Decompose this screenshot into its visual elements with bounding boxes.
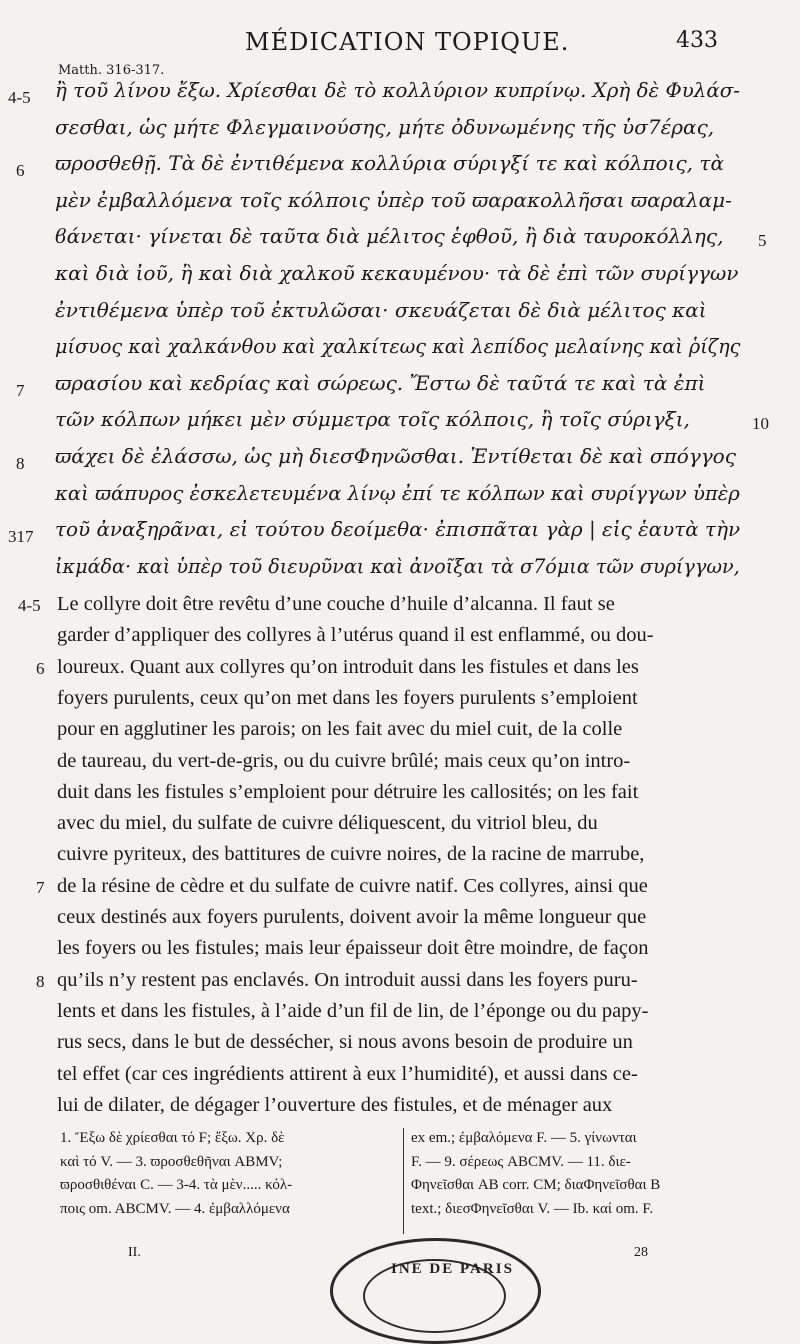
footnote-line: F. — 9. σέρεως ABCMV. — 11. διε- xyxy=(411,1153,631,1170)
library-stamp xyxy=(330,1238,541,1344)
signature-number: 28 xyxy=(634,1245,648,1260)
footnote-line: 1. Ἔξω δὲ χρίεσθαι τό F; ἔξω. Χρ. δὲ xyxy=(60,1130,285,1146)
greek-line: ϐάνεται· γίνεται δὲ ταῦτα διὰ μέλιτος ἑφθοῦ, ἢ διὰ ταυροκόλλης, xyxy=(55,224,724,249)
footnote-line: ex em.; ἐμβαλόμενα F. — 5. γίνωνται xyxy=(411,1130,637,1146)
footnote-line: Φηνεῖσθαι AB corr. CM; διαΦηνεῖσθαι B xyxy=(411,1177,661,1193)
greek-line: ϖρασίου καὶ κεδρίας καὶ σώρεως. Ἔστω δὲ ταῦτά τε καὶ τὰ ἐπὶ xyxy=(55,370,706,395)
french-line: Le collyre doit être revêtu d’une couche d’huile d’alcanna. Il faut se xyxy=(57,593,615,615)
french-line: de la résine de cèdre et du sulfate de cuivre natif. Ces collyres, ainsi que xyxy=(57,874,648,897)
french-line: avec du miel, du sulfate de cuivre déliquescent, du vitriol bleu, du xyxy=(57,812,598,835)
french-line: rus secs, dans le but de dessécher, si nous avons besoin de produire un xyxy=(57,1031,633,1054)
french-line: les foyers ou les fistules; mais leur épaisseur doit être moindre, de façon xyxy=(57,937,649,960)
french-line: cuivre pyriteux, des battitures de cuivre noires, de la racine de marrube, xyxy=(57,843,645,866)
greek-line: τοῦ ἀναξηρᾶναι, εἰ τούτου δεοίμεθα· ἐπισπᾶται γὰρ | εἰς ἑαυτὰ τὴν xyxy=(55,517,741,542)
line-number-left: 6 xyxy=(36,658,45,678)
greek-line: καὶ ϖάπυρος ἐσκελετευμένα λίνῳ ἐπί τε κόλπων καὶ συρίγγων ὑπὲρ xyxy=(55,480,740,505)
footnote-column-divider xyxy=(403,1128,404,1234)
french-line: duit dans les fistules s’emploient pour détruire les callosités; on les fait xyxy=(57,780,639,803)
greek-line: σεσθαι, ὡς μήτε Φλεγμαινούσης, μήτε ὀδυνωμένης τῆς ὑσ7έρας, xyxy=(55,114,715,139)
french-line: loureux. Quant aux collyres qu’on introduit dans les fistules et dans les xyxy=(57,655,639,678)
french-line: garder d’appliquer des collyres à l’utérus quand il est enflammé, ou dou- xyxy=(57,624,654,647)
french-line: tel effet (car ces ingrédients attirent à eux l’humidité), et aussi dans ce- xyxy=(57,1062,638,1085)
line-number-right: 10 xyxy=(752,414,769,434)
greek-line: ἢ τοῦ λίνου ἔξω. Χρίεσθαι δὲ τὸ κολλύριον κυπρίνῳ. Χρὴ δὲ Φυλάσ- xyxy=(55,78,740,102)
page-title: MÉDICATION TOPIQUE. xyxy=(245,28,570,56)
greek-line: μὲν ἐμβαλλόμενα τοῖς κόλποις ὑπὲρ τοῦ ϖαρακολλῆσαι ϖαραλαμ- xyxy=(55,187,732,212)
line-number-right: 5 xyxy=(758,231,767,251)
signature-mark: II. xyxy=(128,1245,141,1260)
french-line: foyers purulents, ceux qu’on met dans les foyers purulents s’emploient xyxy=(57,686,638,709)
footnote-line: text.; διεσΦηνεῖσθαι V. — Ib. καί om. F. xyxy=(411,1200,654,1217)
footnote-line: ϖροσθιθέναι C. — 3-4. τὰ μὲν..... κόλ- xyxy=(60,1177,293,1193)
page-number: 433 xyxy=(676,28,718,53)
greek-line: τῶν κόλπων μήκει μὲν σύμμετρα τοῖς κόλποις, ἢ τοῖς σύριγξι, xyxy=(55,407,690,432)
french-line: lui de dilater, de dégager l’ouverture des fistules, et de ménager aux xyxy=(57,1093,613,1116)
greek-line: ϖροσθεθῇ. Τὰ δὲ ἐντιθέμενα κολλύρια σύριγξί τε καὶ κόλποις, τὰ xyxy=(55,151,724,176)
footnote-line: ποις om. ABCMV. — 4. ἐμβαλλόμενα xyxy=(60,1200,290,1217)
french-line: de taureau, du vert-de-gris, ou du cuivre brûlé; mais ceux qu’on intro- xyxy=(57,749,631,772)
line-number-left: 8 xyxy=(16,454,25,473)
greek-line: ἰκμάδα· καὶ ὑπὲρ τοῦ διευρῦναι καὶ ἀνοῖξαι τὰ σ7όμια τῶν συρίγγων, xyxy=(55,553,740,578)
french-line: ceux destinés aux foyers purulents, doivent avoir la même longueur que xyxy=(57,906,647,928)
line-number-left: 317 xyxy=(8,527,34,547)
line-number-left: 7 xyxy=(16,380,25,400)
french-line: qu’ils n’y restent pas enclavés. On introduit aussi dans les foyers puru- xyxy=(57,968,638,991)
running-header xyxy=(0,28,800,62)
greek-line: καὶ διὰ ἰοῦ, ἢ καὶ διὰ χαλκοῦ κεκαυμένου· τὰ δὲ ἐπὶ τῶν συρίγγων xyxy=(55,261,739,285)
footnote-line: καὶ τό V. — 3. ϖροσθεθῆναι ABMV; xyxy=(60,1153,283,1170)
greek-line: ἐντιθέμενα ὑπὲρ τοῦ ἐκτυλῶσαι· σκευάζεται δὲ διὰ μέλιτος καὶ xyxy=(55,297,707,322)
french-line: pour en agglutiner les parois; on les fait avec du miel cuit, de la colle xyxy=(57,718,623,741)
line-number-left: 4-5 xyxy=(18,596,41,615)
matth-reference: Matth. 316-317. xyxy=(58,63,165,78)
line-number-left: 4-5 xyxy=(8,88,31,107)
stamp-text: INE DE PARIS xyxy=(391,1261,514,1277)
line-number-left: 7 xyxy=(36,877,45,897)
line-number-left: 6 xyxy=(16,161,25,181)
line-number-left: 8 xyxy=(36,971,45,991)
greek-line: μίσυος καὶ χαλκάνθου καὶ χαλκίτεως καὶ λεπίδος μελαίνης καὶ ῥίζης xyxy=(55,334,741,359)
french-line: lents et dans les fistules, à l’aide d’un fil de lin, de l’éponge ou du papy- xyxy=(57,999,649,1022)
greek-line: ϖάχει δὲ ἐλάσσω, ὡς μὴ διεσΦηνῶσθαι. Ἐντίθεται δὲ καὶ σπόγγος xyxy=(55,444,736,468)
